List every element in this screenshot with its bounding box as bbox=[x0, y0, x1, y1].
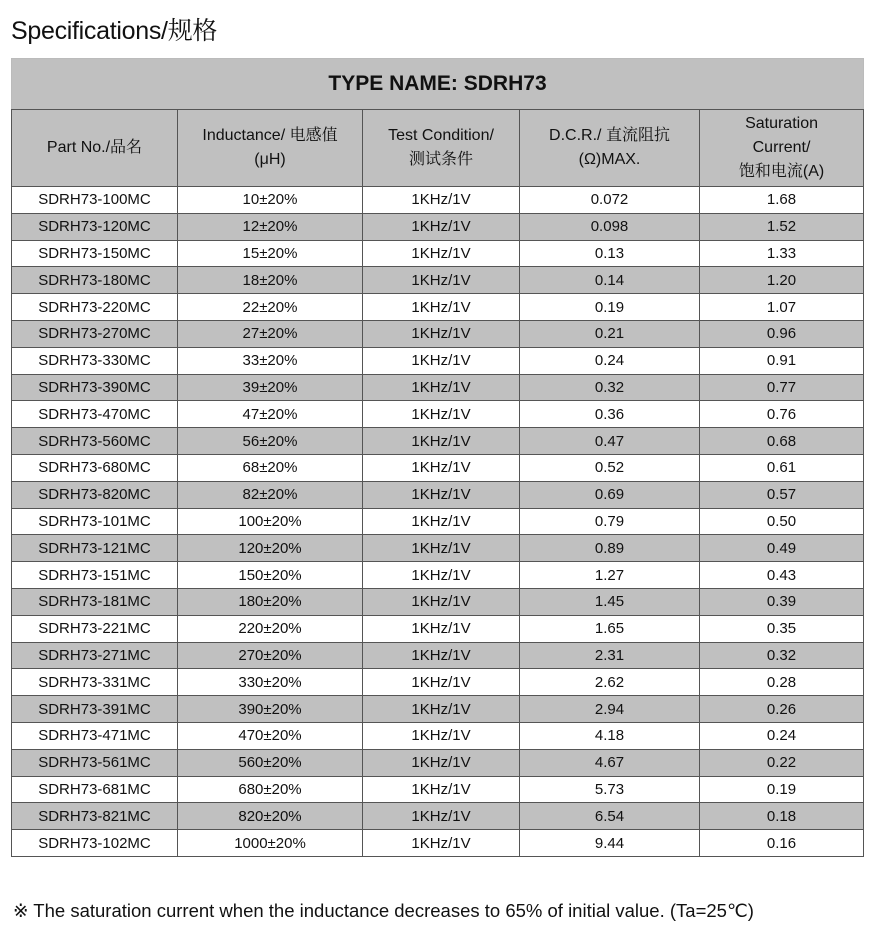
cell-dcr: 0.89 bbox=[520, 535, 700, 562]
cell-test-condition: 1KHz/1V bbox=[363, 696, 520, 723]
table-row bbox=[12, 535, 864, 562]
cell-inductance: 10±20% bbox=[178, 187, 363, 214]
cell-inductance: 470±20% bbox=[178, 722, 363, 749]
cell-saturation-current: 0.50 bbox=[700, 508, 864, 535]
table-row bbox=[12, 803, 864, 830]
table-row bbox=[12, 508, 864, 535]
cell-test-condition: 1KHz/1V bbox=[363, 803, 520, 830]
cell-saturation-current: 0.77 bbox=[700, 374, 864, 401]
cell-dcr: 0.072 bbox=[520, 187, 700, 214]
cell-saturation-current: 0.24 bbox=[700, 722, 864, 749]
cell-test-condition: 1KHz/1V bbox=[363, 294, 520, 321]
cell-dcr: 0.36 bbox=[520, 401, 700, 428]
cell-part-no: SDRH73-270MC bbox=[12, 320, 178, 347]
cell-dcr: 2.62 bbox=[520, 669, 700, 696]
cell-test-condition: 1KHz/1V bbox=[363, 535, 520, 562]
cell-saturation-current: 0.68 bbox=[700, 428, 864, 455]
header-text: 测试条件 bbox=[408, 151, 473, 168]
cell-inductance: 82±20% bbox=[178, 481, 363, 508]
cell-test-condition: 1KHz/1V bbox=[363, 213, 520, 240]
table-row bbox=[12, 401, 864, 428]
cell-saturation-current: 0.91 bbox=[700, 347, 864, 374]
cell-inductance: 47±20% bbox=[178, 401, 363, 428]
cell-saturation-current: 0.61 bbox=[700, 454, 864, 481]
cell-saturation-current: 0.28 bbox=[700, 669, 864, 696]
cell-test-condition: 1KHz/1V bbox=[363, 776, 520, 803]
cell-dcr: 9.44 bbox=[520, 830, 700, 857]
cell-inductance: 56±20% bbox=[178, 428, 363, 455]
cell-part-no: SDRH73-121MC bbox=[12, 535, 178, 562]
cell-saturation-current: 0.26 bbox=[700, 696, 864, 723]
table-row bbox=[12, 213, 864, 240]
cell-inductance: 12±20% bbox=[178, 213, 363, 240]
cell-dcr: 0.098 bbox=[520, 213, 700, 240]
column-header-test-condition bbox=[363, 110, 520, 187]
cell-part-no: SDRH73-560MC bbox=[12, 428, 178, 455]
cell-saturation-current: 0.76 bbox=[700, 401, 864, 428]
table-row bbox=[12, 374, 864, 401]
table-row bbox=[12, 615, 864, 642]
cell-part-no: SDRH73-330MC bbox=[12, 347, 178, 374]
table-row bbox=[12, 642, 864, 669]
header-text: Part No./品名 bbox=[46, 139, 143, 156]
cell-part-no: SDRH73-471MC bbox=[12, 722, 178, 749]
cell-dcr: 0.79 bbox=[520, 508, 700, 535]
cell-test-condition: 1KHz/1V bbox=[363, 267, 520, 294]
cell-part-no: SDRH73-151MC bbox=[12, 562, 178, 589]
cell-inductance: 390±20% bbox=[178, 696, 363, 723]
column-header-part-no bbox=[12, 110, 178, 187]
table-row bbox=[12, 776, 864, 803]
cell-test-condition: 1KHz/1V bbox=[363, 401, 520, 428]
column-header-saturation-current bbox=[700, 110, 864, 187]
cell-inductance: 820±20% bbox=[178, 803, 363, 830]
header-text: D.C.R./ 直流阻抗 bbox=[549, 127, 670, 144]
cell-dcr: 0.13 bbox=[520, 240, 700, 267]
cell-saturation-current: 0.43 bbox=[700, 562, 864, 589]
cell-inductance: 120±20% bbox=[178, 535, 363, 562]
footnote: ※ The saturation current when the inductance decreases to 65% of initial value. (Ta=25℃) bbox=[13, 900, 754, 921]
cell-dcr: 4.67 bbox=[520, 749, 700, 776]
cell-inductance: 220±20% bbox=[178, 615, 363, 642]
cell-inductance: 180±20% bbox=[178, 588, 363, 615]
cell-dcr: 6.54 bbox=[520, 803, 700, 830]
header-text: 饱和电流(A) bbox=[738, 163, 825, 180]
table-body bbox=[12, 187, 864, 857]
cell-inductance: 330±20% bbox=[178, 669, 363, 696]
table-row bbox=[12, 722, 864, 749]
cell-part-no: SDRH73-821MC bbox=[12, 803, 178, 830]
cell-part-no: SDRH73-181MC bbox=[12, 588, 178, 615]
cell-dcr: 1.65 bbox=[520, 615, 700, 642]
table-row bbox=[12, 830, 864, 857]
table-row bbox=[12, 320, 864, 347]
cell-dcr: 0.52 bbox=[520, 454, 700, 481]
cell-part-no: SDRH73-331MC bbox=[12, 669, 178, 696]
column-header-dcr bbox=[520, 110, 700, 187]
table-row bbox=[12, 669, 864, 696]
cell-saturation-current: 1.52 bbox=[700, 213, 864, 240]
cell-dcr: 1.27 bbox=[520, 562, 700, 589]
column-header-inductance bbox=[178, 110, 363, 187]
cell-part-no: SDRH73-120MC bbox=[12, 213, 178, 240]
header-text: Saturation bbox=[745, 115, 818, 132]
cell-part-no: SDRH73-561MC bbox=[12, 749, 178, 776]
cell-saturation-current: 1.33 bbox=[700, 240, 864, 267]
table-row bbox=[12, 187, 864, 214]
header-text: Inductance/ 电感值 bbox=[202, 127, 338, 144]
cell-saturation-current: 0.39 bbox=[700, 588, 864, 615]
cell-dcr: 0.14 bbox=[520, 267, 700, 294]
table-row bbox=[12, 428, 864, 455]
cell-test-condition: 1KHz/1V bbox=[363, 830, 520, 857]
cell-test-condition: 1KHz/1V bbox=[363, 187, 520, 214]
cell-inductance: 68±20% bbox=[178, 454, 363, 481]
cell-part-no: SDRH73-680MC bbox=[12, 454, 178, 481]
cell-part-no: SDRH73-271MC bbox=[12, 642, 178, 669]
cell-inductance: 27±20% bbox=[178, 320, 363, 347]
cell-saturation-current: 0.22 bbox=[700, 749, 864, 776]
cell-inductance: 18±20% bbox=[178, 267, 363, 294]
cell-dcr: 4.18 bbox=[520, 722, 700, 749]
page-title: Specifications/规格 bbox=[11, 17, 218, 45]
cell-saturation-current: 0.18 bbox=[700, 803, 864, 830]
cell-part-no: SDRH73-180MC bbox=[12, 267, 178, 294]
header-text: (Ω)MAX. bbox=[578, 151, 641, 168]
cell-saturation-current: 0.35 bbox=[700, 615, 864, 642]
cell-inductance: 270±20% bbox=[178, 642, 363, 669]
cell-test-condition: 1KHz/1V bbox=[363, 481, 520, 508]
cell-dcr: 0.19 bbox=[520, 294, 700, 321]
cell-part-no: SDRH73-100MC bbox=[12, 187, 178, 214]
table-row bbox=[12, 454, 864, 481]
cell-part-no: SDRH73-221MC bbox=[12, 615, 178, 642]
header-text: Current/ bbox=[752, 139, 811, 156]
cell-inductance: 680±20% bbox=[178, 776, 363, 803]
column-header-row bbox=[12, 110, 864, 187]
table-row bbox=[12, 588, 864, 615]
cell-dcr: 2.94 bbox=[520, 696, 700, 723]
cell-test-condition: 1KHz/1V bbox=[363, 642, 520, 669]
cell-inductance: 33±20% bbox=[178, 347, 363, 374]
cell-part-no: SDRH73-820MC bbox=[12, 481, 178, 508]
type-name: TYPE NAME: SDRH73 bbox=[12, 59, 864, 110]
cell-saturation-current: 0.96 bbox=[700, 320, 864, 347]
table-row bbox=[12, 696, 864, 723]
cell-part-no: SDRH73-470MC bbox=[12, 401, 178, 428]
cell-inductance: 39±20% bbox=[178, 374, 363, 401]
table-row bbox=[12, 267, 864, 294]
spec-table bbox=[11, 58, 864, 857]
header-text: Test Condition/ bbox=[388, 127, 494, 144]
table-row bbox=[12, 347, 864, 374]
table-row bbox=[12, 240, 864, 267]
cell-part-no: SDRH73-681MC bbox=[12, 776, 178, 803]
cell-saturation-current: 1.68 bbox=[700, 187, 864, 214]
cell-saturation-current: 0.32 bbox=[700, 642, 864, 669]
cell-test-condition: 1KHz/1V bbox=[363, 347, 520, 374]
type-name-row bbox=[12, 59, 864, 110]
cell-inductance: 100±20% bbox=[178, 508, 363, 535]
cell-dcr: 0.32 bbox=[520, 374, 700, 401]
cell-test-condition: 1KHz/1V bbox=[363, 669, 520, 696]
table-row bbox=[12, 481, 864, 508]
cell-saturation-current: 0.49 bbox=[700, 535, 864, 562]
cell-part-no: SDRH73-101MC bbox=[12, 508, 178, 535]
cell-dcr: 1.45 bbox=[520, 588, 700, 615]
cell-saturation-current: 1.07 bbox=[700, 294, 864, 321]
cell-dcr: 5.73 bbox=[520, 776, 700, 803]
cell-inductance: 1000±20% bbox=[178, 830, 363, 857]
cell-test-condition: 1KHz/1V bbox=[363, 562, 520, 589]
cell-test-condition: 1KHz/1V bbox=[363, 749, 520, 776]
cell-saturation-current: 0.57 bbox=[700, 481, 864, 508]
cell-inductance: 15±20% bbox=[178, 240, 363, 267]
cell-test-condition: 1KHz/1V bbox=[363, 374, 520, 401]
cell-saturation-current: 0.19 bbox=[700, 776, 864, 803]
cell-test-condition: 1KHz/1V bbox=[363, 240, 520, 267]
cell-test-condition: 1KHz/1V bbox=[363, 588, 520, 615]
cell-dcr: 0.21 bbox=[520, 320, 700, 347]
table-row bbox=[12, 562, 864, 589]
cell-part-no: SDRH73-390MC bbox=[12, 374, 178, 401]
cell-test-condition: 1KHz/1V bbox=[363, 428, 520, 455]
cell-saturation-current: 1.20 bbox=[700, 267, 864, 294]
cell-test-condition: 1KHz/1V bbox=[363, 508, 520, 535]
cell-test-condition: 1KHz/1V bbox=[363, 722, 520, 749]
cell-dcr: 0.47 bbox=[520, 428, 700, 455]
table-row bbox=[12, 749, 864, 776]
header-text: (μH) bbox=[254, 151, 286, 168]
cell-test-condition: 1KHz/1V bbox=[363, 320, 520, 347]
cell-saturation-current: 0.16 bbox=[700, 830, 864, 857]
cell-inductance: 150±20% bbox=[178, 562, 363, 589]
cell-part-no: SDRH73-391MC bbox=[12, 696, 178, 723]
cell-dcr: 0.69 bbox=[520, 481, 700, 508]
cell-part-no: SDRH73-150MC bbox=[12, 240, 178, 267]
table-row bbox=[12, 294, 864, 321]
cell-dcr: 2.31 bbox=[520, 642, 700, 669]
cell-inductance: 22±20% bbox=[178, 294, 363, 321]
cell-inductance: 560±20% bbox=[178, 749, 363, 776]
cell-part-no: SDRH73-102MC bbox=[12, 830, 178, 857]
cell-test-condition: 1KHz/1V bbox=[363, 615, 520, 642]
cell-test-condition: 1KHz/1V bbox=[363, 454, 520, 481]
cell-part-no: SDRH73-220MC bbox=[12, 294, 178, 321]
cell-dcr: 0.24 bbox=[520, 347, 700, 374]
